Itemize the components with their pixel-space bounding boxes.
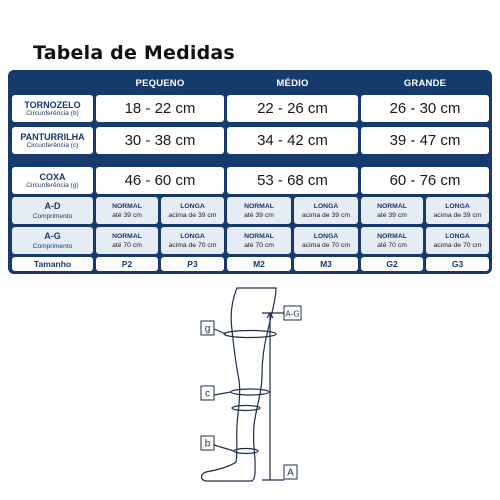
cell-coxa-pequeno: 46 - 60 cm <box>96 167 224 194</box>
length-type: NORMAL <box>112 202 142 210</box>
length-value: acima de 39 cm <box>168 211 217 219</box>
length-type: NORMAL <box>377 202 407 210</box>
header-grande: GRANDE <box>403 78 447 89</box>
length-value: acima de 70 cm <box>168 241 217 249</box>
length-type: NORMAL <box>244 232 274 240</box>
label-b: b <box>204 438 211 450</box>
header-medio: MÉDIO <box>276 78 309 89</box>
length-value: até 70 cm <box>244 241 274 249</box>
length-type: LONGA <box>180 202 205 210</box>
row-sub: Circunferência (c) <box>26 141 79 149</box>
leader-c <box>214 392 231 395</box>
label-g: g <box>204 323 211 335</box>
length-type: LONGA <box>180 232 205 240</box>
row-sub: Comprimento <box>32 212 73 220</box>
row-name: PANTURRILHA <box>20 131 85 142</box>
row-label-tamanho: Tamanho <box>12 257 93 271</box>
ring-g <box>224 331 276 338</box>
cell-tornozelo-pequeno: 18 - 22 cm <box>96 95 224 122</box>
cell-panturrilha-pequeno: 30 - 38 cm <box>96 127 224 154</box>
label-a: A <box>287 467 294 479</box>
cell-coxa-medio: 53 - 68 cm <box>227 167 358 194</box>
cell-panturrilha-medio: 34 - 42 cm <box>227 127 358 154</box>
cell-coxa-grande: 60 - 76 cm <box>361 167 489 194</box>
ring-c <box>231 389 269 395</box>
length-type: NORMAL <box>377 232 407 240</box>
row-sub: Circunferência (g) <box>26 181 79 189</box>
row-sub: Comprimento <box>32 242 73 250</box>
length-value: acima de 39 cm <box>302 211 350 219</box>
size-p2: P2 <box>96 257 158 271</box>
leg-outline-front <box>202 288 277 481</box>
size-p3: P3 <box>161 257 224 271</box>
leader-g <box>214 329 226 334</box>
length-type: LONGA <box>445 232 470 240</box>
row-name: COXA <box>39 171 66 182</box>
size-g2: G2 <box>361 257 423 271</box>
cell-tornozelo-grande: 26 - 30 cm <box>361 95 489 122</box>
length-value: até 39 cm <box>112 211 142 219</box>
length-type: LONGA <box>445 202 470 210</box>
length-type: LONGA <box>313 202 339 210</box>
row-sub: Circunferência (b) <box>26 109 79 117</box>
size-m2: M2 <box>227 257 291 271</box>
length-value: até 39 cm <box>244 211 274 219</box>
length-value: até 70 cm <box>112 241 142 249</box>
row-name: A-G <box>44 230 61 241</box>
page-title: Tabela de Medidas <box>33 42 235 64</box>
row-name: A-D <box>44 200 61 211</box>
size-m3: M3 <box>294 257 358 271</box>
ring-d <box>232 406 260 411</box>
label-a-g: A-G <box>285 309 300 319</box>
length-value: até 70 cm <box>377 241 407 249</box>
cell-panturrilha-grande: 39 - 47 cm <box>361 127 489 154</box>
size-g3: G3 <box>426 257 489 271</box>
length-type: NORMAL <box>112 232 142 240</box>
length-type: LONGA <box>313 232 339 240</box>
length-value: acima de 70 cm <box>302 241 350 249</box>
length-value: acima de 70 cm <box>433 241 482 249</box>
length-value: até 39 cm <box>377 211 407 219</box>
label-c: c <box>205 388 210 400</box>
length-value: acima de 39 cm <box>433 211 482 219</box>
leader-b <box>214 445 234 451</box>
length-type: NORMAL <box>244 202 274 210</box>
header-pequeno: PEQUENO <box>135 78 185 89</box>
row-name: TORNOZELO <box>24 99 81 110</box>
cell-tornozelo-medio: 22 - 26 cm <box>227 95 358 122</box>
